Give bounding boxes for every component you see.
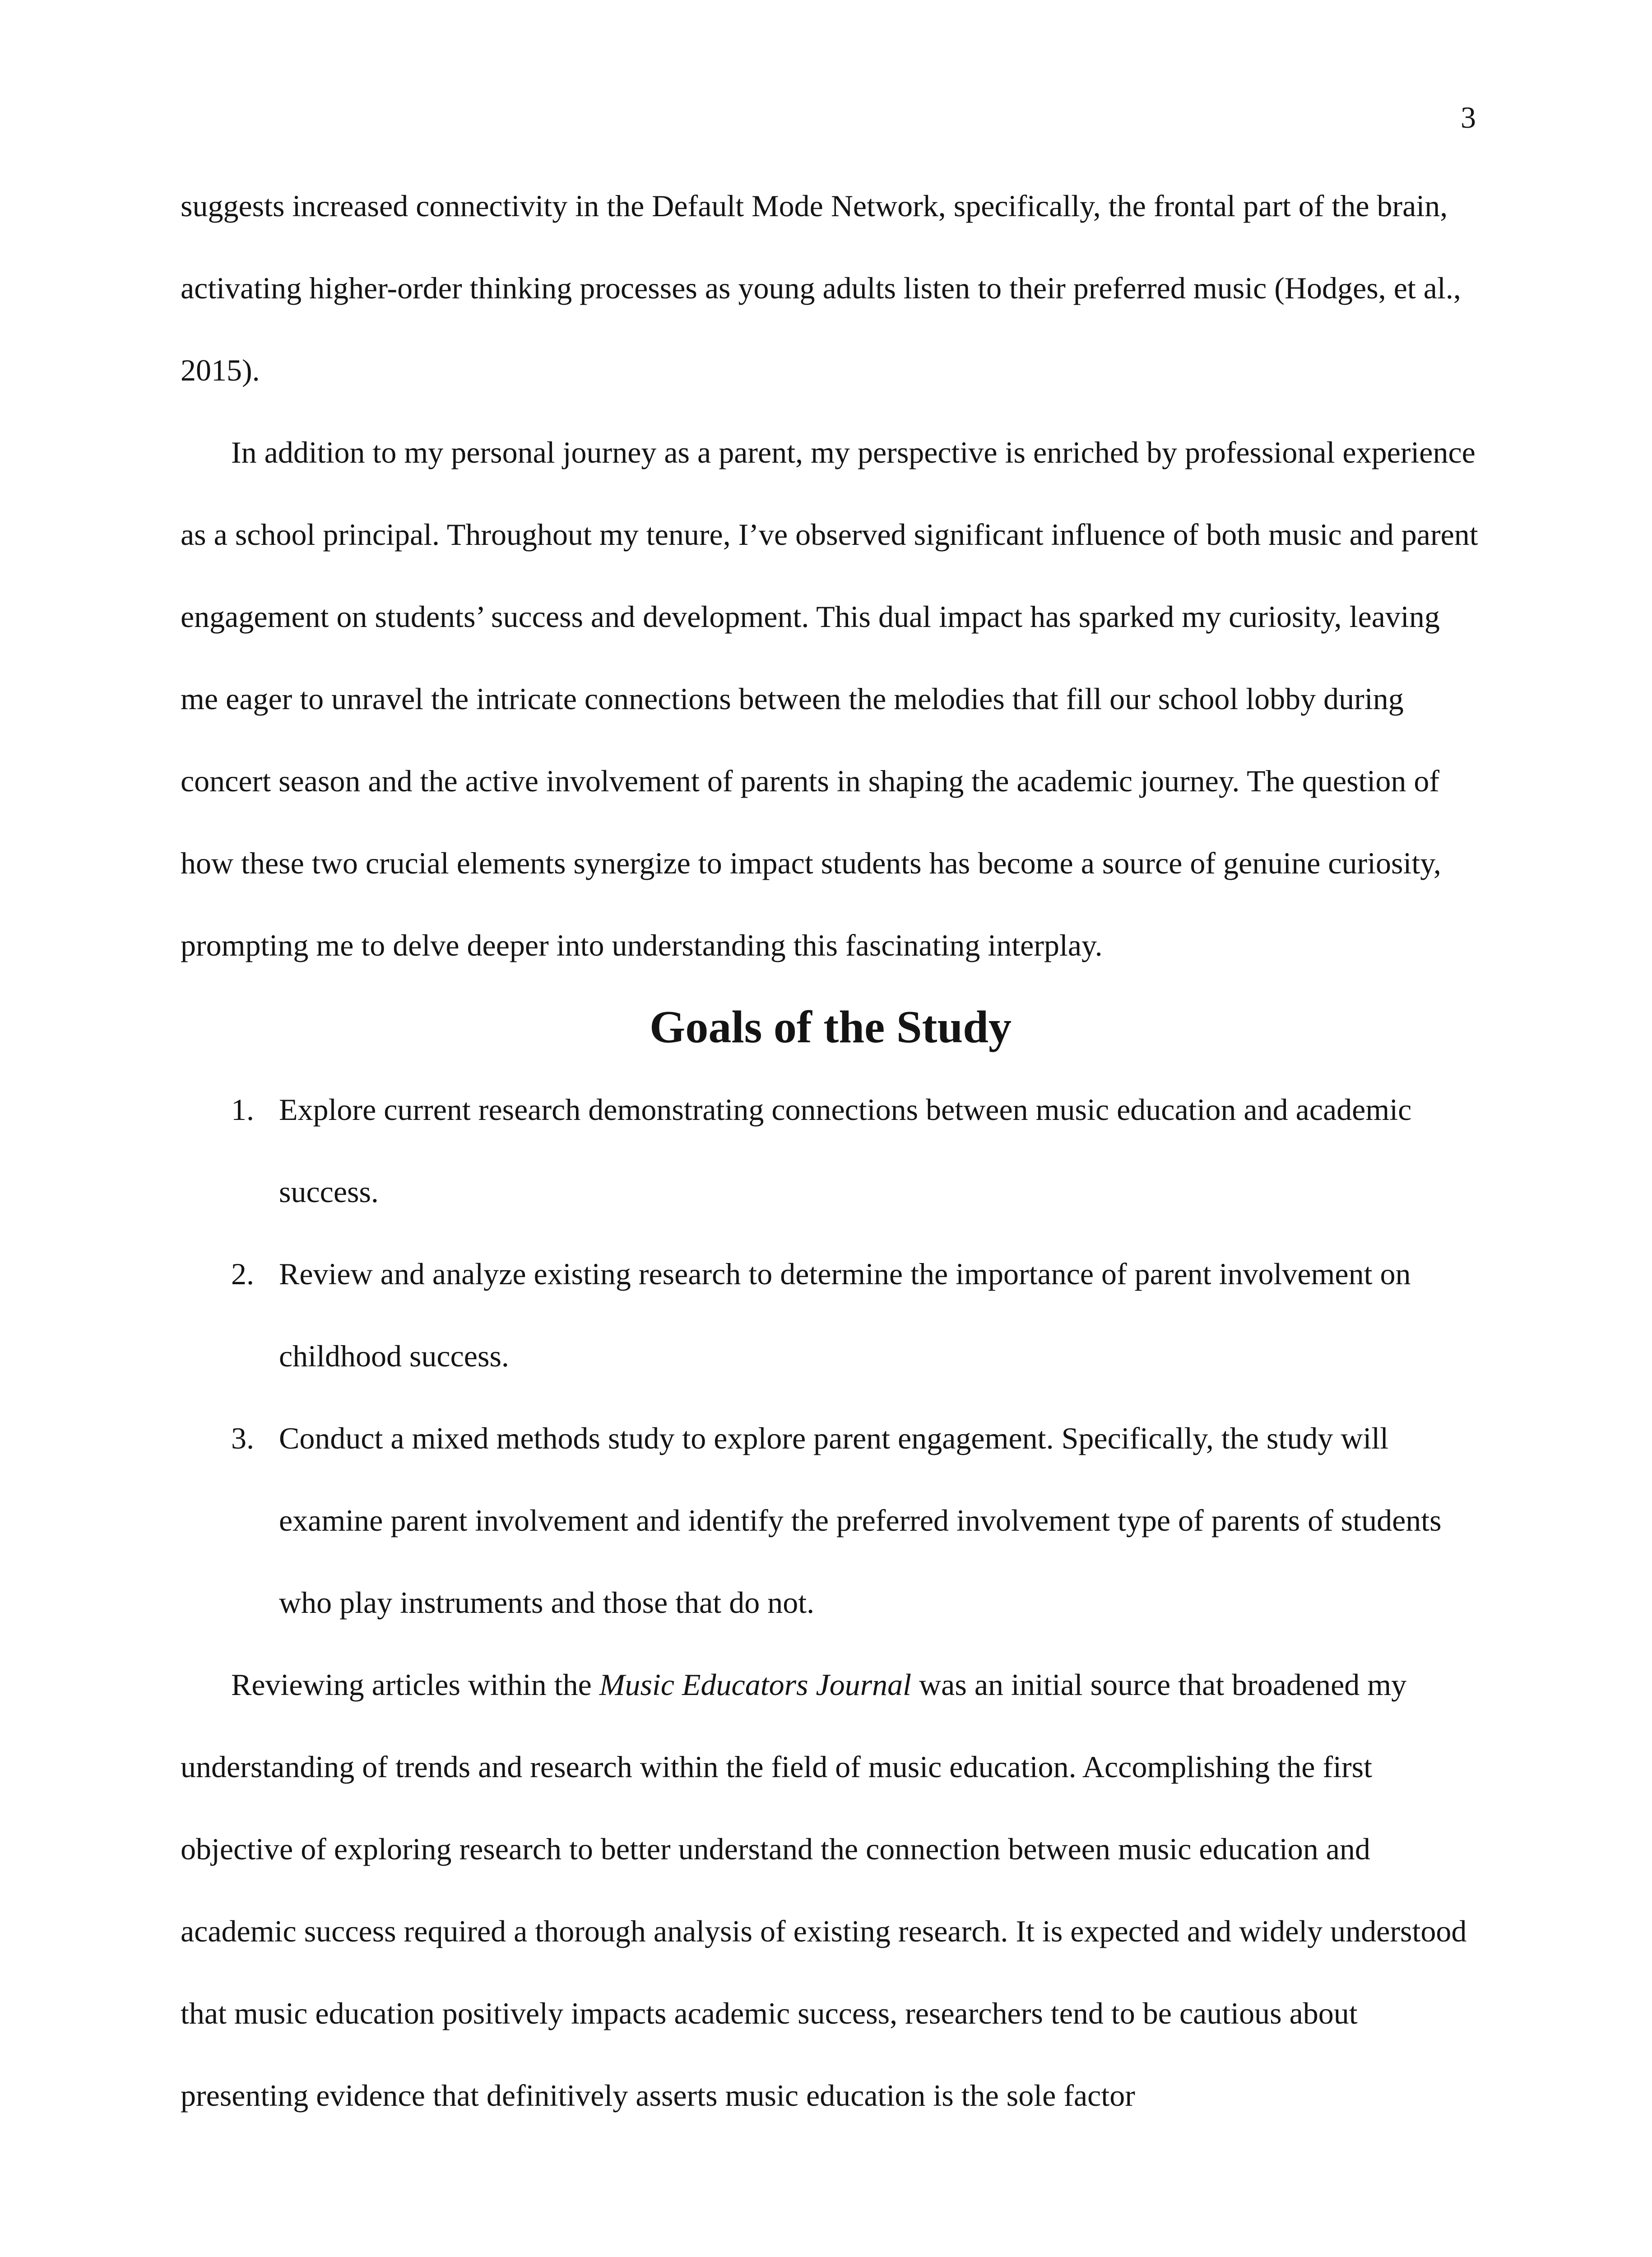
paragraph-3-rest: was an initial source that broadened my understanding of trends and research within the field of music education. Accomplishing the first objective of exploring research to better understand the connection between music education and academic success required a thorough analysis of existing research. It is expected and widely understood that music education positively impacts academic success, researchers tend to be cautious about presenting evidence that definitively asserts music education is the sole factor [181, 1667, 1467, 2113]
list-item-text: Explore current research demonstrating connections between music education and academic success. [279, 1092, 1412, 1209]
list-item [181, 1233, 1480, 1397]
list-item-number: 2. [231, 1257, 254, 1291]
list-item [181, 1397, 1480, 1644]
paragraph-1: suggests increased connectivity in the Default Mode Network, specifically, the frontal part of the brain, activating higher-order thinking processes as young adults listen to their preferred music (Hodges, et al., 2015). [181, 189, 1461, 387]
list-item-number: 1. [231, 1092, 254, 1127]
list-item [181, 1068, 1480, 1233]
list-item-number: 3. [231, 1421, 254, 1455]
goals-list [181, 1068, 1480, 1644]
list-item-text: Conduct a mixed methods study to explore parent engagement. Specifically, the study will examine parent involvement and identify the preferred involvement type of parents of students who play instruments and those that do not. [279, 1421, 1442, 1620]
paragraph-3 [181, 1644, 1480, 2136]
journal-title: Music Educators Journal [599, 1667, 912, 1702]
page-number: 3 [1461, 100, 1476, 135]
paragraph-3-start: Reviewing articles within the [231, 1667, 599, 1702]
section-heading: Goals of the Study [650, 1002, 1012, 1053]
list-item-text: Review and analyze existing research to determine the importance of parent involvement on childhood success. [279, 1257, 1411, 1373]
paragraph-2: In addition to my personal journey as a parent, my perspective is enriched by professional experience as a school principal. Throughout my tenure, I’ve observed significant influence of both music and parent engagement on students’ success and development. This dual impact has sparked my curiosity, leaving me eager to unravel the intricate connections between the melodies that fill our school lobby during concert season and the active involvement of parents in shaping the academic journey. The question of how these two crucial elements synergize to impact students has become a source of genuine curiosity, prompting me to delve deeper into understanding this fascinating interplay. [181, 435, 1478, 962]
body-text [181, 165, 1480, 2136]
